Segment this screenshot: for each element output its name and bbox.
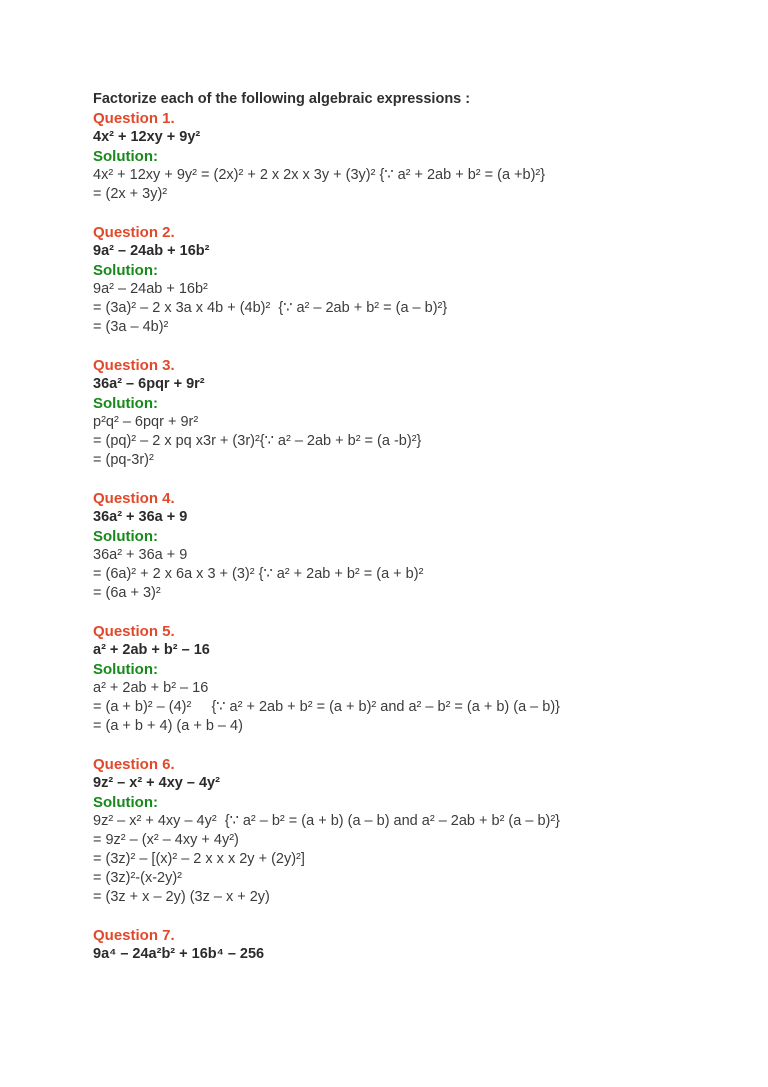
solution-line: 9z² – x² + 4xy – 4y² {∵ a² – b² = (a + b) (a – b) and a² – 2ab + b² (a – b)²} (93, 813, 561, 829)
solution-line: = (3a)² – 2 x 3a x 4b + (4b)² {∵ a² – 2ab + b² = (a – b)²} (93, 300, 448, 316)
question-label: Question 3. (93, 357, 175, 374)
solution-label: Solution: (93, 262, 158, 279)
solution-line: = (3z + x – 2y) (3z – x + 2y) (93, 889, 270, 905)
worksheet-content (93, 90, 688, 964)
question-expression: 36a² + 36a + 9 (93, 509, 188, 525)
question-expression: 4x² + 12xy + 9y² (93, 129, 201, 145)
question-section (93, 223, 688, 337)
solution-line: 9a² – 24ab + 16b² (93, 281, 208, 297)
solution-line: 36a² + 36a + 9 (93, 547, 188, 563)
question-label: Question 2. (93, 224, 175, 241)
question-expression: a² + 2ab + b² – 16 (93, 642, 210, 658)
question-label: Question 5. (93, 623, 175, 640)
question-label: Question 1. (93, 110, 175, 127)
question-section (93, 356, 688, 470)
questions-container (93, 109, 688, 964)
question-label: Question 6. (93, 756, 175, 773)
solution-line: = (3z)² – [(x)² – 2 x x x 2y + (2y)²] (93, 851, 305, 867)
solution-line: p²q² – 6pqr + 9r² (93, 414, 199, 430)
solution-line: 4x² + 12xy + 9y² = (2x)² + 2 x 2x x 3y + (3y)² {∵ a² + 2ab + b² = (a +b)²} (93, 167, 546, 183)
solution-line: = (6a + 3)² (93, 585, 161, 601)
solution-line: = (6a)² + 2 x 6a x 3 + (3)² {∵ a² + 2ab + b² = (a + b)² (93, 566, 424, 582)
question-section (93, 755, 688, 907)
question-section (93, 926, 688, 964)
solution-line: = (2x + 3y)² (93, 186, 168, 202)
page-title: Factorize each of the following algebraic expressions : (93, 91, 471, 107)
question-expression: 9z² – x² + 4xy – 4y² (93, 775, 220, 791)
solution-line: = (pq)² – 2 x pq x3r + (3r)²{∵ a² – 2ab + b² = (a -b)²} (93, 433, 422, 449)
solution-label: Solution: (93, 794, 158, 811)
question-section (93, 489, 688, 603)
solution-label: Solution: (93, 528, 158, 545)
question-expression: 9a⁴ – 24a²b² + 16b⁴ – 256 (93, 946, 265, 962)
question-expression: 36a² – 6pqr + 9r² (93, 376, 205, 392)
question-label: Question 4. (93, 490, 175, 507)
question-label: Question 7. (93, 927, 175, 944)
solution-line: = (3a – 4b)² (93, 319, 169, 335)
solution-line: a² + 2ab + b² – 16 (93, 680, 209, 696)
solution-line: = (3z)²-(x-2y)² (93, 870, 183, 886)
solution-line: = (pq-3r)² (93, 452, 154, 468)
question-expression: 9a² – 24ab + 16b² (93, 243, 210, 259)
solution-line: = (a + b + 4) (a + b – 4) (93, 718, 243, 734)
question-section (93, 622, 688, 736)
solution-label: Solution: (93, 661, 158, 678)
solution-line: = (a + b)² – (4)² {∵ a² + 2ab + b² = (a + b)² and a² – b² = (a + b) (a – b)} (93, 699, 561, 715)
solution-label: Solution: (93, 148, 158, 165)
question-section (93, 109, 688, 204)
solution-label: Solution: (93, 395, 158, 412)
solution-line: = 9z² – (x² – 4xy + 4y²) (93, 832, 239, 848)
